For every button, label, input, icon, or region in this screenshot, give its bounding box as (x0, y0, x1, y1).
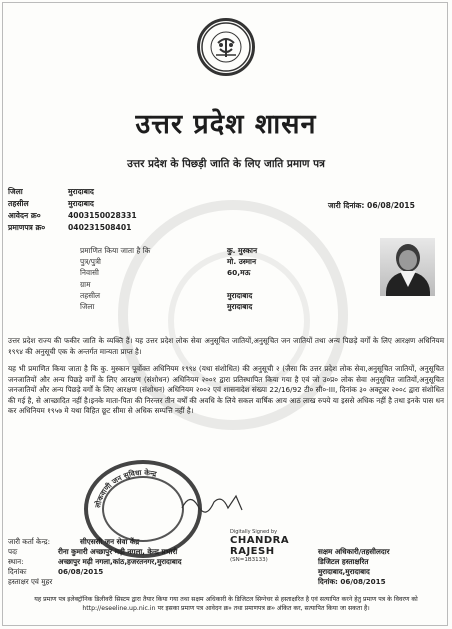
tehsil-value: मुरादाबाद (68, 199, 94, 208)
signer-first-name: CHANDRA (230, 535, 290, 546)
tehsil-label: तहसील (8, 199, 29, 208)
digitally-signed-label: डिजिटल हस्ताक्षरित (318, 557, 369, 566)
authority-date: दिनांक: 06/08/2015 (318, 577, 386, 586)
application-label: आवेदन क्र० (8, 211, 41, 220)
bottom-date-row: दिनांकः 06/08/2015 (8, 567, 104, 576)
application-row (8, 211, 137, 221)
signer-last-name: RAJESH (230, 546, 275, 557)
post-row: पदः रीना कुमारी अच्छापुर मढ़ी नगला, केन्द्र प्रभारी (8, 547, 178, 556)
handwritten-signature-icon (178, 488, 248, 518)
digital-signed-by: Digitally Signed by (230, 529, 278, 535)
applicant-details (80, 246, 257, 313)
address-row: स्थान: अच्छापुर मढ़ी नगला,कांठ,हजरतनगर,मुरादाबाद (8, 557, 182, 566)
detail-row: तहसील मुरादाबाद (80, 290, 253, 300)
verification-footer: यह प्रमाण पत्र इलेक्ट्रॉनिक डिलीवरी सिस्टम द्वारा तैयार किया गया तथा सक्षम अधिकारी के डिजिटल सिग्नेचर से हस्ताक्षरित है एवं सत्यापित करने हेतु प्रमाण पत्र के विवरण को http://eseeline.up.nic.in पर इसका प्रमाण पत्र आवेदन क्र० तथा प्रमाणपत्र क्र० अंकित कर, सत्यापित किया जा सकता है। (34, 596, 418, 612)
issue-date-value: 06/08/2015 (367, 201, 415, 210)
detail-row: प्रमाणित किया जाता है कि कु. मुस्कान (80, 246, 258, 255)
up-government-emblem (197, 18, 255, 76)
certificate-label: प्रमाणपत्र क्र० (8, 223, 46, 232)
district-value: मुरादाबाद (68, 187, 94, 196)
issue-date (328, 201, 415, 211)
detail-row: ग्राम (80, 279, 91, 289)
signature-serial: (SN=1B3133) (230, 557, 268, 563)
applicant-photo (380, 238, 435, 296)
certificate-value: 040231508401 (68, 223, 132, 232)
authority-location: मुरादाबाद,मुरादाबाद (318, 567, 370, 576)
issuer-row: जारी कर्ता केन्द्र: सीएससी जन सेवा केंद्र (8, 537, 140, 546)
application-value: 4003150028331 (68, 211, 137, 220)
sign-label: हस्ताक्षर एवं मुहर (8, 577, 53, 586)
emblem-icon (200, 21, 252, 73)
page-title: उत्तर प्रदेश शासन (135, 109, 317, 140)
certificate-subtitle: उत्तर प्रदेश के पिछड़ी जाति के लिए जाति प्रमाण पत्र (127, 158, 325, 170)
issue-date-label: जारी दिनांक: (328, 201, 365, 210)
tehsil-row (8, 199, 94, 209)
detail-row: निवासी 60,मऊ (80, 268, 251, 278)
digital-signature-block (230, 529, 289, 563)
certificate-number-row (8, 223, 131, 233)
svg-text:लोकवाणी जन सुविधा केन्द्र: लोकवाणी जन सुविधा केन्द्र (93, 467, 158, 509)
authority-title: सक्षम अधिकारी/तहसीलदार (318, 547, 390, 556)
district-label: जिला (8, 187, 23, 196)
detail-row: जिला मुरादाबाद (80, 301, 253, 311)
caste-paragraph: उत्तर प्रदेश राज्य की फकीर जाति के व्यक्ति हैं। यह उत्तर प्रदेश लोक सेवा अनुसूचित जातियों,अनुसूचित जन जातियों तथा अन्य पिछड़े वर्गों के लिए आरक्षण अधिनियम १९९४ की अनुसूची एक के अन्तर्गत मान्यता प्राप्त है। (8, 336, 444, 356)
detail-row: पुत्र/पुत्री मो. उस्मान (80, 257, 257, 267)
district-row (8, 187, 94, 197)
certification-paragraph: यह भी प्रमाणित किया जाता है कि कु. मुस्कान पूर्वोक्त अधिनियम १९९४ (यथा संशोधित) की अनुसूची २ (जैसा कि उत्तर प्रदेश लोक सेवा,अनुसूचित जातियों, अनुसूचित जनजातियों और अन्य पिछड़े वर्गों के लिए आरक्षण (संशोधन) अधिनियम २००१ द्वारा प्रतिस्थापित किया गया है एवं जो उ०प्र० लोक सेवा अनुसूचित जातियों,अनुसूचित जनजातियों और अन्य पिछड़े वर्गों के लिए आरक्षण (संशोधन) अधिनियम २००२ एवं शासनादेश संख्या 22/16/92 टी० सी०-III, दिनांक ३० अक्टूबर २००८ द्वारा संशोधित की गई है, से आच्छादित नहीं है।इनके माता-पिता की निरन्तर तीन वर्षों की अवधि के लिये सकल वार्षिक आय आठ लाख रुपये या इससे अधिक नहीं है तथा इनके पास धन कर अधिनियम १९५७ मे यथा विहित छूट सीमा से अधिक सम्पत्ति नहीं है। (8, 364, 444, 416)
